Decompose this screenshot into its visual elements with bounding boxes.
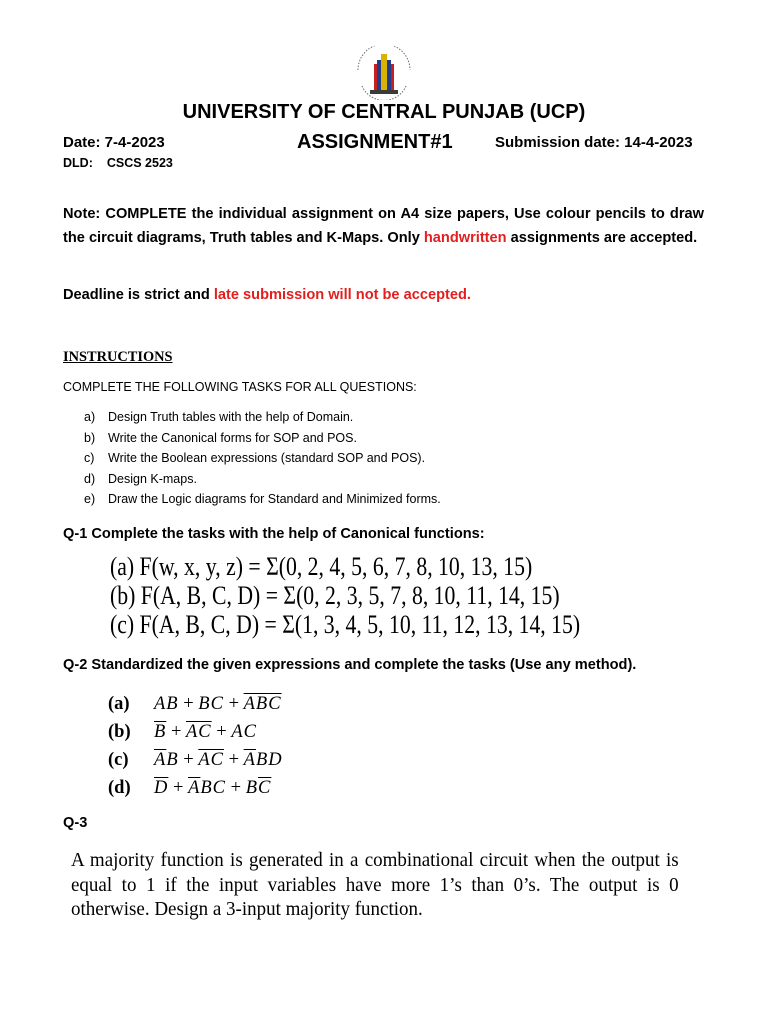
term: $\overline{B}$ bbox=[154, 722, 167, 742]
q1-heading: Q-1 Complete the tasks with the help of Canonical functions: bbox=[63, 526, 485, 542]
operator: + bbox=[226, 778, 246, 798]
instructions-heading: INSTRUCTIONS bbox=[63, 349, 173, 365]
term: $\overline{AC}$ bbox=[198, 750, 224, 770]
q1-function-b: (b) F(A, B, C, D) = Σ(0, 2, 3, 5, 7, 8, 10, 11, 14, 15) bbox=[110, 580, 560, 610]
term: $\overline{AC}$ bbox=[186, 722, 212, 742]
term: $\overline{D}$ bbox=[154, 778, 169, 798]
task-marker: a) bbox=[84, 410, 96, 424]
assignment-note bbox=[63, 202, 704, 250]
q2-heading: Q-2 Standardized the given expressions and complete the tasks (Use any method). bbox=[63, 657, 637, 673]
task-text: Draw the Logic diagrams for Standard and Minimized forms. bbox=[108, 492, 441, 506]
operator: + bbox=[178, 694, 199, 714]
assignment-title: ASSIGNMENT#1 bbox=[297, 131, 453, 153]
operator: + bbox=[223, 750, 244, 770]
term: $\overline{AB}$ bbox=[243, 694, 269, 714]
q2-label: (c) bbox=[108, 750, 129, 770]
task-list bbox=[84, 410, 441, 513]
term: $\overline{A}$ bbox=[243, 750, 256, 770]
term: B bbox=[245, 778, 259, 798]
task-item bbox=[84, 472, 441, 493]
operator: + bbox=[211, 722, 232, 742]
q1-functions bbox=[110, 552, 580, 639]
q1-function-c: (c) F(A, B, C, D) = Σ(1, 3, 4, 5, 10, 11, 12, 13, 14, 15) bbox=[110, 609, 581, 639]
note-text: Note: COMPLETE the individual assignment on A4 size papers, Use colour pencils to draw the circuit diagrams, Truth tables and K-Maps. Only bbox=[63, 206, 704, 246]
term: AC bbox=[231, 722, 257, 742]
task-item bbox=[84, 451, 441, 472]
deadline-highlight: late submission will not be accepted. bbox=[213, 287, 471, 303]
task-item bbox=[84, 492, 441, 513]
course-name: DLD: bbox=[63, 156, 93, 170]
deadline-note bbox=[63, 287, 471, 303]
task-marker: b) bbox=[84, 430, 96, 445]
q2-expression-c bbox=[108, 746, 283, 774]
q3-heading: Q-3 bbox=[63, 815, 88, 831]
task-marker: d) bbox=[84, 471, 96, 486]
task-text: Write the Canonical forms for SOP and POS. bbox=[108, 430, 357, 445]
q1-function-a: (a) F(w, x, y, z) = Σ(0, 2, 4, 5, 6, 7, 8, 10, 13, 15) bbox=[110, 551, 533, 581]
operator: + bbox=[223, 694, 244, 714]
q2-expressions bbox=[108, 690, 283, 802]
term: $\overline{C}$ bbox=[268, 694, 282, 714]
term: $\overline{A}$ bbox=[188, 778, 201, 798]
term: BC bbox=[198, 694, 224, 714]
university-logo bbox=[350, 46, 418, 100]
course-code bbox=[63, 156, 173, 170]
instructions-subheading: COMPLETE THE FOLLOWING TASKS FOR ALL QUESTIONS: bbox=[63, 380, 417, 394]
q2-label: (b) bbox=[108, 722, 131, 742]
university-title: UNIVERSITY OF CENTRAL PUNJAB (UCP) bbox=[182, 101, 586, 123]
note-highlight: handwritten bbox=[423, 230, 507, 246]
term: BD bbox=[255, 750, 283, 770]
task-item bbox=[84, 410, 441, 431]
q2-label: (d) bbox=[108, 778, 131, 798]
task-text: Design Truth tables with the help of Domain. bbox=[108, 410, 354, 424]
note-text-end: assignments are accepted. bbox=[506, 230, 698, 246]
task-text: Write the Boolean expressions (standard SOP and POS). bbox=[108, 451, 426, 465]
submission-date: Submission date: 14-4-2023 bbox=[495, 134, 693, 151]
operator: + bbox=[166, 722, 186, 742]
term: BC bbox=[200, 778, 227, 798]
q2-expression-a bbox=[108, 690, 283, 718]
task-text: Design K-maps. bbox=[108, 471, 197, 486]
term: B bbox=[166, 750, 179, 770]
term: $\overline{C}$ bbox=[258, 778, 272, 798]
course-number: CSCS 2523 bbox=[106, 156, 173, 170]
term: $\overline{A}$ bbox=[154, 750, 167, 770]
operator: + bbox=[178, 750, 199, 770]
task-item bbox=[84, 431, 441, 452]
assignment-date: Date: 7-4-2023 bbox=[63, 134, 165, 151]
operator: + bbox=[168, 778, 189, 798]
task-marker: e) bbox=[84, 492, 96, 506]
q3-question-text: A majority function is generated in a combinational circuit when the output is equal to 1 if the input variables have more 1’s than 0’s. The output is 0 otherwise. Design a 3-input majority function. bbox=[71, 849, 679, 920]
q2-expression-d bbox=[108, 774, 283, 802]
q2-label: (a) bbox=[108, 694, 130, 714]
task-marker: c) bbox=[84, 451, 95, 465]
deadline-text: Deadline is strict and bbox=[63, 287, 214, 303]
q2-expression-b bbox=[108, 718, 283, 746]
term: AB bbox=[154, 694, 179, 714]
